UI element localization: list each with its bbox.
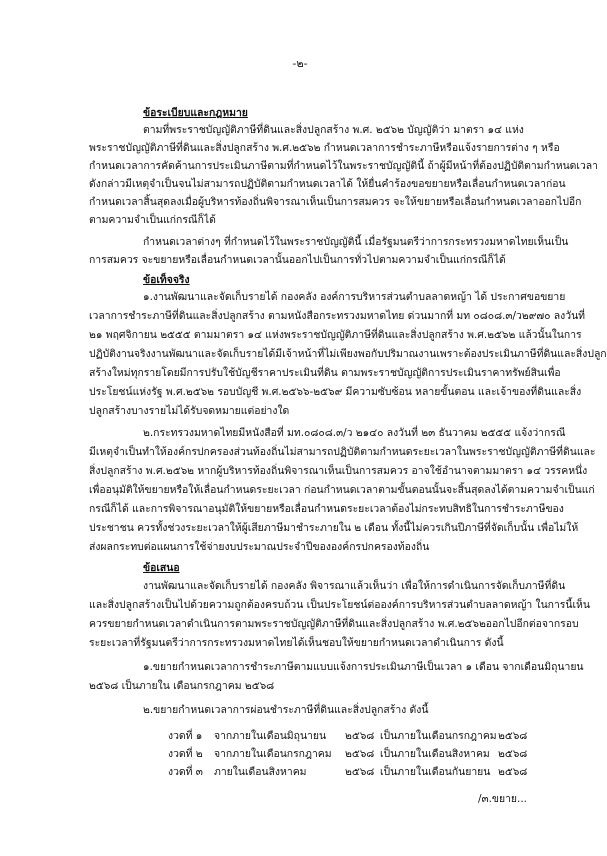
paragraph-line: เพื่ออนุมัติให้ขยายหรือให้เลื่อนกำหนดระยะเวลา ก่อนกำหนดเวลาตามขั้นตอนนั้นจะสิ้นสุดลงได้ตามความจำเป็นแก่ xyxy=(89,484,595,496)
paragraph-line: ๒๕๖๘ เป็นภายใน เดือนกรกฎาคม ๒๕๖๘ xyxy=(89,680,275,692)
installment-period: งวดที่ ๓ xyxy=(168,766,203,778)
paragraph-line: ๒๑ พฤศจิกายน ๒๕๕๕ ตามมาตรา ๑๔ แห่งพระราชบัญญัติภาษีที่ดินและสิ่งปลูกสร้าง พ.ศ.๒๕๖๒ แล้วนั้นในการ xyxy=(89,329,582,341)
paragraph-line: ประชาชน ควรทั้งช่วงระยะเวลาให้ผู้เสียภาษีมาชำระภายใน ๒ เดือน ทั้งนี้ไม่ควรเกินปีภาษีที่จัดเก็บนั้น เพื่อไม่ให้ xyxy=(89,522,579,534)
installment-from-year: ๒๕๖๘ xyxy=(345,766,375,778)
section-heading-proposal: ข้อเสนอ xyxy=(143,562,180,574)
paragraph-line: ปฏิบัติงานจริงงานพัฒนาและจัดเก็บรายได้มีเจ้าหน้าที่ไม่เพียงพอกับปริมาณงานเพราะต้องประเมินภาษีที่ดินและสิ่งปลูก xyxy=(89,348,607,360)
paragraph-line: และสิ่งปลูกสร้างเป็นไปด้วยความถูกต้องครบถ้วน เป็นประโยชน์ต่อองค์การบริหารส่วนตำบลลาดหญ้า ในการนี้เห็น xyxy=(89,599,590,611)
paragraph-line: สิ่งปลูกสร้าง พ.ศ.๒๕๖๒ หากผู้บริหารท้องถิ่นพิจารณาเห็นเป็นการสมควร อาจใช้อำนาจตามมาตรา ๑๔ วรรคหนึ่ง xyxy=(89,465,588,477)
installment-to: เป็นภายในเดือนสิงหาคม xyxy=(380,748,490,760)
paragraph-line: ควรขยายกำหนดเวลาดำเนินการตามพระราชบัญญัติภาษีที่ดินและสิ่งปลูกสร้าง พ.ศ.๒๕๖๒ออกไปอีกต่อจากรอบ xyxy=(89,618,579,630)
paragraph-line: งานพัฒนาและจัดเก็บรายได้ กองคลัง พิจารณาแล้วเห็นว่า เพื่อให้การดำเนินการจัดเก็บภาษีที่ดิน xyxy=(143,580,566,592)
paragraph-line: กำหนดเวลาการคัดค้านการประเมินภาษีตามที่กำหนดไว้ในพระราชบัญญัตินี้ ถ้าผู้มีหน้าที่ต้องปฏิบัติตามกำหนดเวลา xyxy=(89,160,599,172)
paragraph-line: ๑.ขยายกำหนดเวลาการชำระภาษีตามแบบแจ้งการประเมินภาษีเป็นเวลา ๑ เดือน จากเดือนมิถุนายน xyxy=(143,661,584,673)
paragraph-line: ปลูกสร้างบางรายไม่ได้รับจดหมายแต่อย่างใด xyxy=(89,405,290,417)
paragraph-line: ตามที่พระราชบัญญัติภาษีที่ดินและสิ่งปลูกสร้าง พ.ศ. ๒๕๖๒ บัญญัติว่า มาตรา ๑๔ แห่ง xyxy=(143,124,524,136)
installment-from-year: ๒๕๖๘ xyxy=(345,748,375,760)
paragraph-line: กำหนดเวลาต่างๆ ที่กำหนดไว้ในพระราชบัญญัตินี้ เมื่อรัฐมนตรีว่าการกระทรวงมหาดไทยเห็นเป็น xyxy=(143,236,569,248)
installment-to-year: ๒๕๖๘ xyxy=(498,730,528,742)
installment-from: จากภายในเดือนกรกฎาคม xyxy=(214,748,332,760)
installment-to-year: ๒๕๖๘ xyxy=(498,766,528,778)
paragraph-line: ส่งผลกระทบต่อแผนการใช้จ่ายงบประมาณประจำปีขององค์กรปกครองท้องถิ่น xyxy=(89,541,430,553)
installment-to: เป็นภายในเดือนกรกฎาคม xyxy=(380,730,497,742)
paragraph-line: กรณีก็ได้ และการพิจารณาอนุมัติให้ขยายหรือเลื่อนกำหนดระยะเวลาต้องไม่กระทบสิทธิในการชำระภาษีของ xyxy=(89,503,564,515)
continuation-marker: /๓.ขยาย... xyxy=(478,793,527,805)
installment-period: งวดที่ ๒ xyxy=(168,748,203,760)
paragraph-line: เวลาการชำระภาษีที่ดินและสิ่งปลูกสร้าง ตามหนังสือกระทรวงมหาดไทย ด่วนมากที่ มท ๐๘๐๘.๓/ว๒๙๗๐ ลงวันที่ xyxy=(89,310,586,322)
installment-to-year: ๒๕๖๘ xyxy=(498,748,528,760)
section-heading-facts: ข้อเท็จจริง xyxy=(143,274,190,286)
paragraph-line: กำหนดเวลาสิ้นสุดลงเมื่อผู้บริหารท้องถิ่นพิจารณาเห็นเป็นการสมควร จะให้ขยายหรือเลื่อนกำหนดเวลาออกไปอีก xyxy=(89,196,582,208)
installment-period: งวดที่ ๑ xyxy=(168,730,203,742)
paragraph-line: มีเหตุจำเป็นทำให้องค์กรปกครองส่วนท้องถิ่นไม่สามารถปฏิบัติตามกำหนดระยะเวลาในพระราชบัญญัติภาษีที่ดินและ xyxy=(89,446,596,458)
section-heading-law: ข้อระเบียบและกฎหมาย xyxy=(143,107,248,119)
paragraph-line: ประโยชน์แห่งรัฐ พ.ศ.๒๕๖๒ รอบบัญชี พ.ศ.๒๕๖๖-๒๕๖๙ มีความซับซ้อน หลายขั้นตอน และเจ้าของที่ดินและสิ่ง xyxy=(89,386,582,398)
paragraph-line: ๑.งานพัฒนาและจัดเก็บรายได้ กองคลัง องค์การบริหารส่วนตำบลลาดหญ้า ได้ ประกาศขอขยาย xyxy=(143,291,566,303)
paragraph-line: ตามความจำเป็นแก่กรณีก็ได้ xyxy=(89,214,216,226)
installment-from: จากภายในเดือนมิถุนายน xyxy=(214,730,327,742)
page-number: -๒- xyxy=(292,57,308,70)
installment-from-year: ๒๕๖๘ xyxy=(345,730,375,742)
installment-from: ภายในเดือนสิงหาคม xyxy=(214,766,307,778)
paragraph-line: การสมควร จะขยายหรือเลื่อนกำหนดเวลานั้นออกไปเป็นการทั่วไปตามความจำเป็นแก่กรณีก็ได้ xyxy=(89,254,506,266)
paragraph-line: ๒.ขยายกำหนดเวลาการผ่อนชำระภาษีที่ดินและสิ่งปลูกสร้าง ดังนี้ xyxy=(143,704,429,716)
paragraph-line: พระราชบัญญัติภาษีที่ดินและสิ่งปลูกสร้าง พ.ศ.๒๕๖๒ กำหนดเวลาการชำระภาษีหรือแจ้งรายการต่าง ๆ หรือ xyxy=(89,142,560,154)
paragraph-line: ๒.กระทรวงมหาดไทยมีหนังสือที่ มท.๐๘๐๘.๓/ว ๒๑๔๐ ลงวันที่ ๒๓ ธันวาคม ๒๕๕๕ แจ้งว่ากรณี xyxy=(143,427,566,439)
paragraph-line: ดังกล่าวมีเหตุจำเป็นจนไม่สามารถปฏิบัติตามกำหนดเวลาได้ ให้ยื่นคำร้องขอขยายหรือเลื่อนกำหนดเวลาก่อน xyxy=(89,178,566,190)
paragraph-line: ระยะเวลาที่รัฐมนตรีว่าการกระทรวงมหาดไทยได้เห็นชอบให้ขยายกำหนดเวลาดำเนินการ ดังนี้ xyxy=(89,637,504,649)
paragraph-line: สร้างใหม่ทุกรายโดยมีการปรับใช้บัญชีราคาประเมินที่ดิน ตามพระราชบัญญัติการประเมินราคาทรัพย์สินเพื่อ xyxy=(89,367,561,379)
installment-to: เป็นภายในเดือนกันยายน xyxy=(380,766,491,778)
